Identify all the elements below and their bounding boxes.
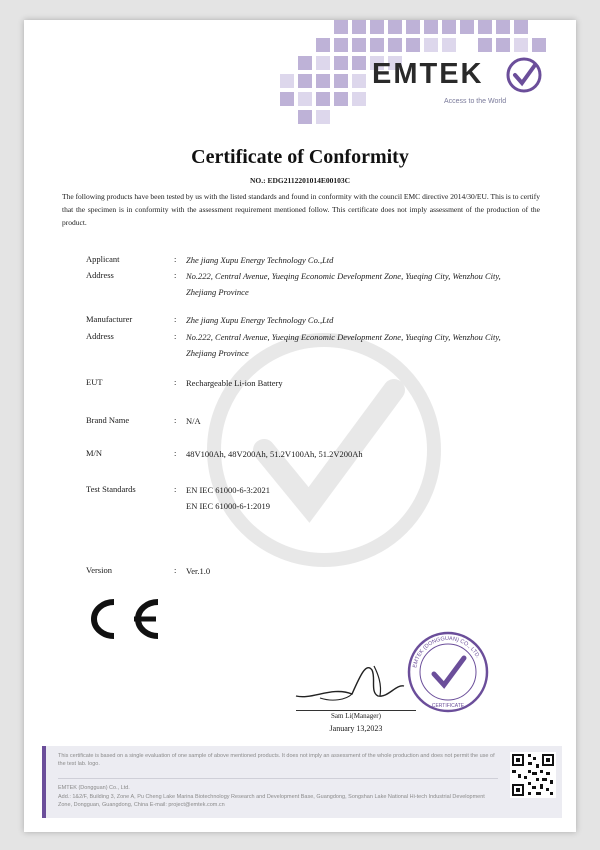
brand-name-label: Brand Name bbox=[86, 415, 130, 425]
footer bbox=[42, 746, 562, 818]
footer-company: EMTEK (Dongguan) Co., Ltd. bbox=[58, 785, 130, 791]
colon: : bbox=[174, 331, 177, 341]
colon: : bbox=[174, 415, 177, 425]
certificate-sheet bbox=[24, 20, 576, 832]
signature-line bbox=[296, 710, 416, 711]
test-standard-2: EN IEC 61000-6-1:2019 bbox=[186, 501, 271, 511]
signature-image bbox=[292, 656, 422, 708]
issue-date: January 13,2023 bbox=[329, 724, 383, 733]
eut-label: EUT bbox=[86, 377, 103, 387]
manufacturer-address-label: Address bbox=[86, 331, 114, 341]
colon: : bbox=[174, 377, 177, 387]
manufacturer-value: Zhe jiang Xupu Energy Technology Co.,Ltd bbox=[186, 315, 334, 325]
intro-paragraph: The following products have been tested by us with the listed standards and found in conformity with the council EMC directive 2014/30/EU. This is to certify that the specimen is in conformity with the assessment requirement mentioned follow. This certificate does not imply assessment of the production of the product. bbox=[62, 192, 540, 227]
brand-name-value: N/A bbox=[186, 416, 201, 426]
qr-code-icon bbox=[510, 752, 556, 798]
brand-check-icon bbox=[505, 56, 543, 94]
applicant-label: Applicant bbox=[86, 254, 120, 264]
applicant-address-value: No.222, Central Avenue, Yueqing Economic Development Zone, Yueqing City, Wenzhou City, Zhejiang Province bbox=[186, 271, 501, 297]
certificate-number: NO.: EDG2112201014E00103C bbox=[249, 176, 350, 185]
test-standards-label: Test Standards bbox=[86, 484, 136, 494]
colon: : bbox=[174, 448, 177, 458]
version-value: Ver.1.0 bbox=[186, 566, 211, 576]
page-title: Certificate of Conformity bbox=[191, 146, 409, 168]
signatory-name: Sam Li(Manager) bbox=[331, 712, 381, 720]
company-seal-icon bbox=[406, 630, 490, 714]
brand-logo: EMTEK bbox=[372, 58, 484, 90]
version-label: Version bbox=[86, 565, 112, 575]
brand-tagline: Access to the World bbox=[444, 98, 507, 105]
model-number-label: M/N bbox=[86, 448, 103, 458]
manufacturer-label: Manufacturer bbox=[86, 314, 133, 324]
eut-value: Rechargeable Li-ion Battery bbox=[186, 378, 283, 388]
footer-disclaimer: This certificate is based on a single evaluation of one sample of above mentioned products. It does not imply an assessment of the whole production and does not permit the use of the test lab. logo. bbox=[58, 753, 495, 767]
manufacturer-address-value: No.222, Central Avenue, Yueqing Economic Development Zone, Yueqing City, Wenzhou City, Zhejiang Province bbox=[186, 332, 501, 358]
ce-mark-icon bbox=[76, 596, 166, 642]
colon: : bbox=[174, 270, 177, 280]
colon: : bbox=[174, 254, 177, 264]
colon: : bbox=[174, 484, 177, 494]
footer-address: Add.: 1&2/F, Building 3, Zone A, Pu Cheng Lake Marina Biotechnology Research and Development Base, Guangdong, Songshan Lake National Hi-tech Industrial Development Zone, Dongguan, Guangdong, China E-mail: project@emtek.com.cn bbox=[58, 794, 485, 808]
applicant-address-label: Address bbox=[86, 270, 114, 280]
model-number-value: 48V100Ah, 48V200Ah, 51.2V100Ah, 51.2V200Ah bbox=[186, 449, 363, 459]
test-standard-1: EN IEC 61000-6-3:2021 bbox=[186, 485, 271, 495]
applicant-value: Zhe jiang Xupu Energy Technology Co.,Ltd bbox=[186, 255, 334, 265]
svg-text:EMTEK (DONGGUAN) CO., LTD.: EMTEK (DONGGUAN) CO., LTD. bbox=[412, 635, 481, 669]
footer-divider bbox=[58, 778, 498, 779]
colon: : bbox=[174, 565, 177, 575]
colon: : bbox=[174, 314, 177, 324]
svg-text:CERTIFICATE: CERTIFICATE bbox=[431, 703, 465, 709]
